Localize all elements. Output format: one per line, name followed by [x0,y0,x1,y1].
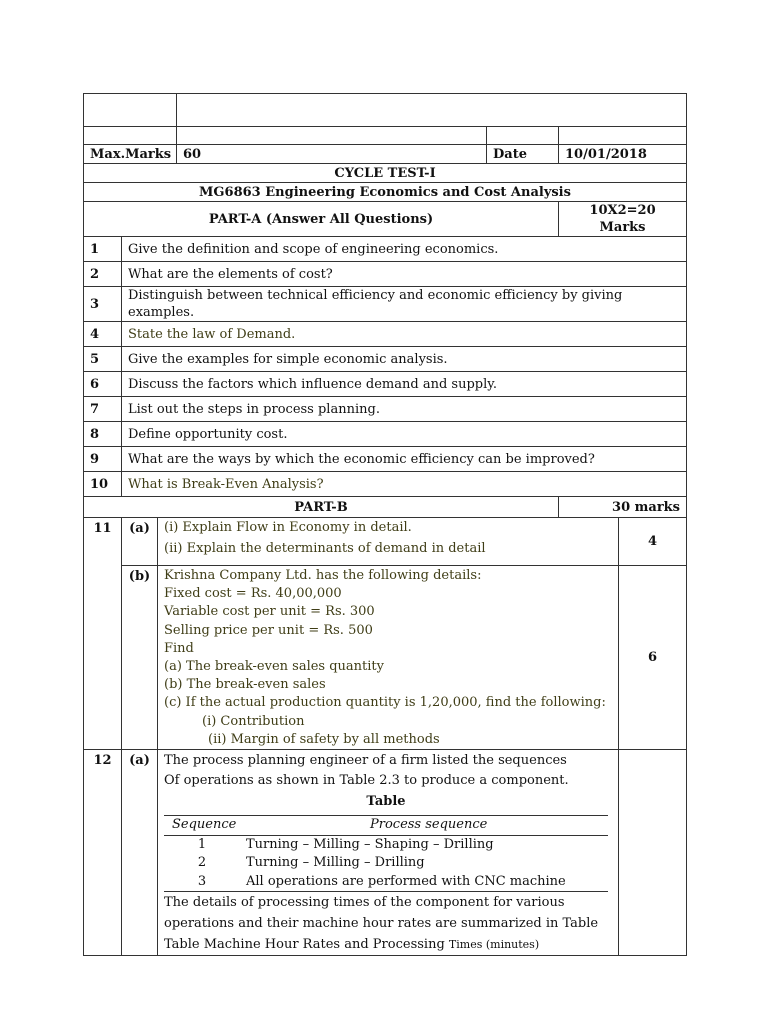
header-blank-cell [559,127,687,145]
text-line: The details of processing times of the component for various [164,895,565,911]
subject-title: MG6863 Engineering Economics and Cost Analysis [84,183,687,202]
header-blank-cell [84,94,177,127]
question-number: 1 [84,237,122,262]
process-sequence-table [164,815,608,892]
date-value: 10/01/2018 [559,145,687,164]
marks-cell: 6 [619,566,687,750]
text-line: (ii) Margin of safety by all methods [208,731,440,747]
text-line: The process planning engineer of a firm listed the sequences [164,753,567,769]
text-line: (b) The break-even sales [164,677,326,693]
q11b-row [84,566,687,750]
question-text: What are the ways by which the economic efficiency can be improved? [122,447,687,472]
question-row [84,422,687,447]
question-number: 4 [84,322,122,347]
paper-table [83,93,687,956]
sub-table-title: Table [366,794,406,810]
max-marks-label: Max.Marks [84,145,177,164]
q11a-row [84,518,687,566]
question-number: 7 [84,397,122,422]
question-row [84,447,687,472]
text-line: Of operations as shown in Table 2.3 to produce a component. [164,773,569,789]
part-b-marks: 30 marks [559,497,687,518]
question-number: 8 [84,422,122,447]
question-number: 5 [84,347,122,372]
part-b-title: PART-B [84,497,559,518]
question-text: Distinguish between technical efficiency and economic efficiency by giving examples. [122,287,687,322]
question-row [84,372,687,397]
sequence-cell: 1 [197,836,207,852]
question-text: Give the definition and scope of engineering economics. [122,237,687,262]
question-paper [83,93,686,956]
question-row [84,347,687,372]
test-title-row [84,164,687,183]
q11b-text [158,566,619,750]
question-number: 9 [84,447,122,472]
header-blank-cell [84,127,177,145]
column-header-sequence: Sequence [164,816,246,836]
question-number: 12 [84,750,122,956]
header-blank-cell [177,127,487,145]
question-text: What are the elements of cost? [122,262,687,287]
text-line: (i) Contribution [202,713,305,729]
part-a-marks: 10X2=20 Marks [559,202,687,237]
header-blank-row-1 [84,94,687,127]
sub-question-label: (b) [122,566,158,750]
question-number: 11 [84,518,122,750]
marks-cell [619,750,687,956]
text-line: Variable cost per unit = Rs. 300 [164,604,375,620]
q12a-text [158,750,619,956]
process-table-header [164,816,608,836]
text-line: (ii) Explain the determinants of demand in detail [164,541,486,557]
process-table-row [164,854,608,873]
part-a-header-row [84,202,687,237]
question-text: Discuss the factors which influence demand and supply. [122,372,687,397]
question-row [84,237,687,262]
text-line: Krishna Company Ltd. has the following details: [164,568,482,583]
question-row [84,262,687,287]
part-b-header-row [84,497,687,518]
sub-question-label: (a) [122,518,158,566]
question-number: 6 [84,372,122,397]
header-blank-row-2 [84,127,687,145]
q11a-text [158,518,619,566]
text-line: Fixed cost = Rs. 40,00,000 [164,586,342,602]
text-line: operations and their machine hour rates are summarized in Table [164,916,599,932]
date-label: Date [487,145,559,164]
q12a-row [84,750,687,956]
subject-row [84,183,687,202]
question-row [84,287,687,322]
max-marks-row [84,145,687,164]
question-text: Define opportunity cost. [122,422,687,447]
marks-cell: 4 [619,518,687,566]
sequence-cell: 2 [197,855,207,871]
text-line: (i) Explain Flow in Economy in detail. [164,520,412,535]
question-row [84,472,687,497]
text-line: (c) If the actual production quantity is 1,20,000, find the following: [164,695,606,711]
text-line: Selling price per unit = Rs. 500 [164,622,373,638]
question-text: Give the examples for simple economic analysis. [122,347,687,372]
question-text: List out the steps in process planning. [122,397,687,422]
header-blank-cell [487,127,559,145]
process-table-row [164,873,608,892]
process-cell: All operations are performed with CNC machine [246,873,608,892]
sub-question-label: (a) [122,750,158,956]
text-line-small: Times (minutes) [448,938,540,952]
column-header-process: Process sequence [246,816,608,836]
question-row [84,322,687,347]
text-line: Find [164,640,194,656]
text-line [164,934,612,955]
header-blank-cell [177,94,687,127]
question-number: 2 [84,262,122,287]
sequence-cell: 3 [164,873,246,892]
part-a-title: PART-A (Answer All Questions) [84,202,559,237]
question-text: What is Break-Even Analysis? [122,472,687,497]
text-line-main: Table Machine Hour Rates and Processing [164,937,449,953]
process-cell: Turning – Milling – Drilling [246,855,425,871]
question-text: State the law of Demand. [122,322,687,347]
text-line: (a) The break-even sales quantity [164,659,384,675]
process-cell: Turning – Milling – Shaping – Drilling [246,836,494,852]
question-row [84,397,687,422]
question-number: 10 [84,472,122,497]
max-marks-value: 60 [177,145,487,164]
question-number: 3 [84,287,122,322]
process-table-row [164,835,608,854]
test-title: CYCLE TEST-I [84,164,687,183]
